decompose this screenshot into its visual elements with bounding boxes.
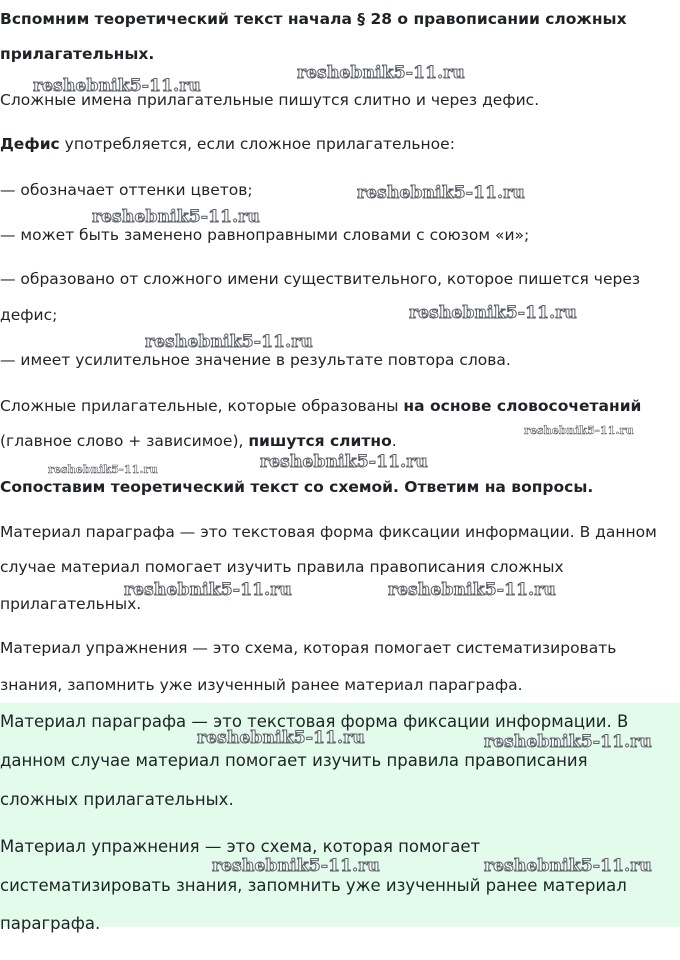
question-1-line-3: прилагательных. [0,595,142,613]
list-item: — образовано от сложного имени существительного, которое пишется через [0,270,641,288]
list-item-continuation: дефис; [0,306,58,324]
watermark: reshebnik5-11.ru [197,728,365,748]
question-1-line-2: случае материал помогает изучить правила правописания сложных [0,558,564,576]
watermark: reshebnik5-11.ru [212,856,380,876]
watermark: reshebnik5-11.ru [388,580,556,600]
paragraph-3-line-1: Сложные прилагательные, которые образованы на основе словосочетаний [0,397,642,415]
watermark: reshebnik5-11.ru [48,463,158,476]
question-2-line-1: Материал упражнения — это схема, которая помогает систематизировать [0,639,617,657]
heading-line-2: прилагательных. [0,45,155,63]
watermark: reshebnik5-11.ru [484,732,652,752]
answer-1-line-3: сложных прилагательных. [0,790,234,809]
answer-2-line-3: параграфа. [0,914,101,933]
watermark: reshebnik5-11.ru [92,207,260,227]
question-2-line-2: знания, запомнить уже изученный ранее материал параграфа. [0,676,523,694]
heading-line-1: Вспомним теоретический текст начала § 28 о правописании сложных [0,10,627,28]
watermark: reshebnik5-11.ru [260,452,428,472]
answer-1-line-2: данном случае материал помогает изучить правила правописания [0,751,588,770]
watermark: reshebnik5-11.ru [409,303,577,323]
watermark: reshebnik5-11.ru [124,580,292,600]
list-item: — может быть заменено равноправными словами с союзом «и»; [0,226,530,244]
list-item: — обозначает оттенки цветов; [0,181,253,199]
paragraph-3-line-2: (главное слово + зависимое), пишутся слитно. [0,432,397,450]
watermark: reshebnik5-11.ru [524,424,634,437]
answer-2-line-2: систематизировать знания, запомнить уже изученный ранее материал [0,876,627,895]
watermark: reshebnik5-11.ru [33,76,201,96]
paragraph-2: Дефис употребляется, если сложное прилагательное: [0,135,455,153]
heading-2: Сопоставим теоретический текст со схемой. Ответим на вопросы. [0,478,594,496]
watermark: reshebnik5-11.ru [297,63,465,83]
watermark: reshebnik5-11.ru [484,856,652,876]
answer-1-line-1: Материал параграфа — это текстовая форма фиксации информации. В [0,712,629,731]
answer-2-line-1: Материал упражнения — это схема, которая помогает [0,837,481,856]
question-1-line-1: Материал параграфа — это текстовая форма фиксации информации. В данном [0,523,657,541]
watermark: reshebnik5-11.ru [145,332,313,352]
watermark: reshebnik5-11.ru [357,183,525,203]
list-item: — имеет усилительное значение в результате повтора слова. [0,351,511,369]
paragraph-1: Сложные имена прилагательные пишутся слитно и через дефис. [0,91,540,109]
